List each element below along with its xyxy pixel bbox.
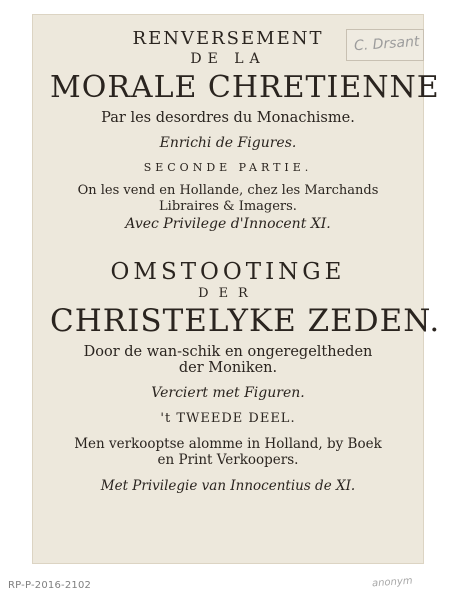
- french-heading: MORALE CHRETIENNE: [50, 70, 440, 105]
- dutch-heading: CHRISTELYKE ZEDEN.: [50, 303, 441, 339]
- french-title: RENVERSEMENT: [132, 28, 324, 49]
- dutch-privilege: Met Privilegie van Innocentius de XI.: [100, 478, 356, 494]
- french-part: SECONDE PARTIE.: [143, 161, 313, 174]
- pencil-annotation: anonym: [371, 575, 413, 590]
- dutch-line2: der Moniken.: [178, 360, 278, 376]
- title-page: [32, 14, 441, 564]
- dutch-line3: Men verkooptse alomme in Holland, by Boek: [74, 436, 382, 452]
- french-article: DE LA: [190, 51, 266, 67]
- paper-sheet: [32, 14, 441, 564]
- french-subtitle: Par les desordres du Monachisme.: [101, 110, 355, 126]
- reference-code: RP-P-2016-2102: [8, 580, 92, 591]
- french-privilege: Avec Privilege d'Innocent XI.: [125, 216, 331, 232]
- dutch-subtitle: Verciert met Figuren.: [151, 385, 305, 401]
- handwritten-name: C. Drsant: [353, 33, 420, 55]
- handwritten-label: [346, 29, 424, 61]
- dutch-article: DER: [198, 286, 258, 301]
- dutch-title: OMSTOOTINGE: [110, 259, 346, 285]
- dutch-part: 't TWEEDE DEEL.: [160, 411, 296, 426]
- dutch-line4: en Print Verkoopers.: [157, 452, 299, 468]
- french-line1: On les vend en Hollande, chez les Marchands: [77, 183, 379, 198]
- french-subtitle2: Enrichi de Figures.: [159, 135, 297, 151]
- french-line2: Libraires & Imagers.: [159, 199, 297, 214]
- dutch-line1: Door de wan-schik en ongeregeltheden: [83, 344, 373, 360]
